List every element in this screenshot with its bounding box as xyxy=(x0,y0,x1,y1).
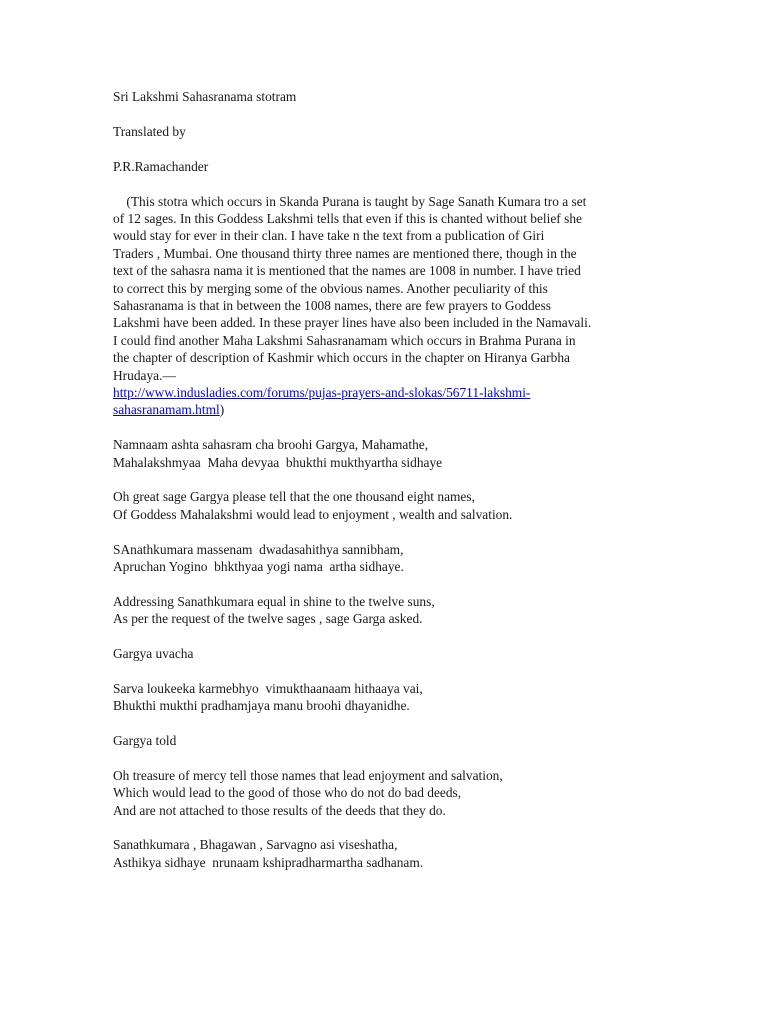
intro-line: Lakshmi have been added. In these prayer lines have also been included in the Namavali. xyxy=(113,315,592,331)
verse-line: SAnathkumara massenam dwadasahithya sannibham, xyxy=(113,541,404,557)
verse-block-3 xyxy=(113,680,658,715)
translation-line: Addressing Sanathkumara equal in shine to the twelve suns, xyxy=(113,593,435,609)
verse-line: Namnaam ashta sahasram cha broohi Gargya, Mahamathe, xyxy=(113,437,429,453)
closing-parenthesis: ) xyxy=(219,402,225,418)
verse-block-1 xyxy=(113,436,658,471)
translation-block-3 xyxy=(113,767,658,819)
translation-block-1 xyxy=(113,488,658,523)
intro-line: text of the sahasra nama it is mentioned that the names are 1008 in number. I have tried xyxy=(113,263,581,279)
translation-line: Of Goddess Mahalakshmi would lead to enjoyment , wealth and salvation. xyxy=(113,506,513,522)
translation-line: And are not attached to those results of the deeds that they do. xyxy=(113,802,446,818)
intro-line: would stay for ever in their clan. I have take n the text from a publication of Giri xyxy=(113,228,545,244)
document-title: Sri Lakshmi Sahasranama stotram xyxy=(113,89,297,104)
translation-line: As per the request of the twelve sages , sage Garga asked. xyxy=(113,611,423,627)
source-link-part2[interactable]: sahasranamam.html xyxy=(113,402,220,418)
verse-line: Bhukthi mukthi pradhamjaya manu broohi dhayanidhe. xyxy=(113,698,410,714)
intro-line: I could find another Maha Lakshmi Sahasranamam which occurs in Brahma Purana in xyxy=(113,332,576,348)
intro-line: to correct this by merging some of the obvious names. Another peculiarity of this xyxy=(113,280,548,296)
source-link-part1[interactable]: http://www.indusladies.com/forums/pujas-prayers-and-slokas/56711-lakshmi- xyxy=(113,385,531,401)
intro-line: the chapter of description of Kashmir which occurs in the chapter on Hiranya Garbha xyxy=(113,350,570,366)
verse-block-4 xyxy=(113,836,658,871)
intro-line: Traders , Mumbai. One thousand thirty three names are mentioned there, though in the xyxy=(113,245,577,261)
translator-name: P.R.Ramachander xyxy=(113,159,209,174)
intro-line: Hrudaya.— xyxy=(113,367,176,383)
intro-line: (This stotra which occurs in Skanda Purana is taught by Sage Sanath Kumara tro a set xyxy=(113,193,587,209)
verse-line: Sanathkumara , Bhagawan , Sarvagno asi viseshatha, xyxy=(113,837,398,853)
verse-line: Mahalakshmyaa Maha devyaa bhukthi mukthyartha sidhaye xyxy=(113,454,443,470)
translated-by-label: Translated by xyxy=(113,124,186,139)
translation-line: Oh treasure of mercy tell those names that lead enjoyment and salvation, xyxy=(113,767,503,783)
intro-paragraph xyxy=(113,193,658,419)
document-page xyxy=(113,88,658,871)
verse-block-2 xyxy=(113,541,658,576)
verse-line: Sarva loukeeka karmebhyo vimukthaanaam hithaaya vai, xyxy=(113,680,423,696)
verse-line: Apruchan Yogino bhkthyaa yogi nama artha sidhaye. xyxy=(113,559,404,575)
section-heading-gargya-told: Gargya told xyxy=(113,733,177,749)
intro-line: Sahasranama is that in between the 1008 names, there are few prayers to Goddess xyxy=(113,298,552,314)
section-heading-gargya-uvacha: Gargya uvacha xyxy=(113,646,194,662)
source-link-line xyxy=(113,401,658,418)
intro-line: of 12 sages. In this Goddess Lakshmi tells that even if this is chanted without belief she xyxy=(113,211,582,226)
translation-line: Which would lead to the good of those who do not do bad deeds, xyxy=(113,785,462,801)
translation-line: Oh great sage Gargya please tell that the one thousand eight names, xyxy=(113,489,475,505)
translation-block-2 xyxy=(113,593,658,628)
verse-line: Asthikya sidhaye nrunaam kshipradharmartha sadhanam. xyxy=(113,854,424,870)
source-link-line xyxy=(113,384,658,401)
